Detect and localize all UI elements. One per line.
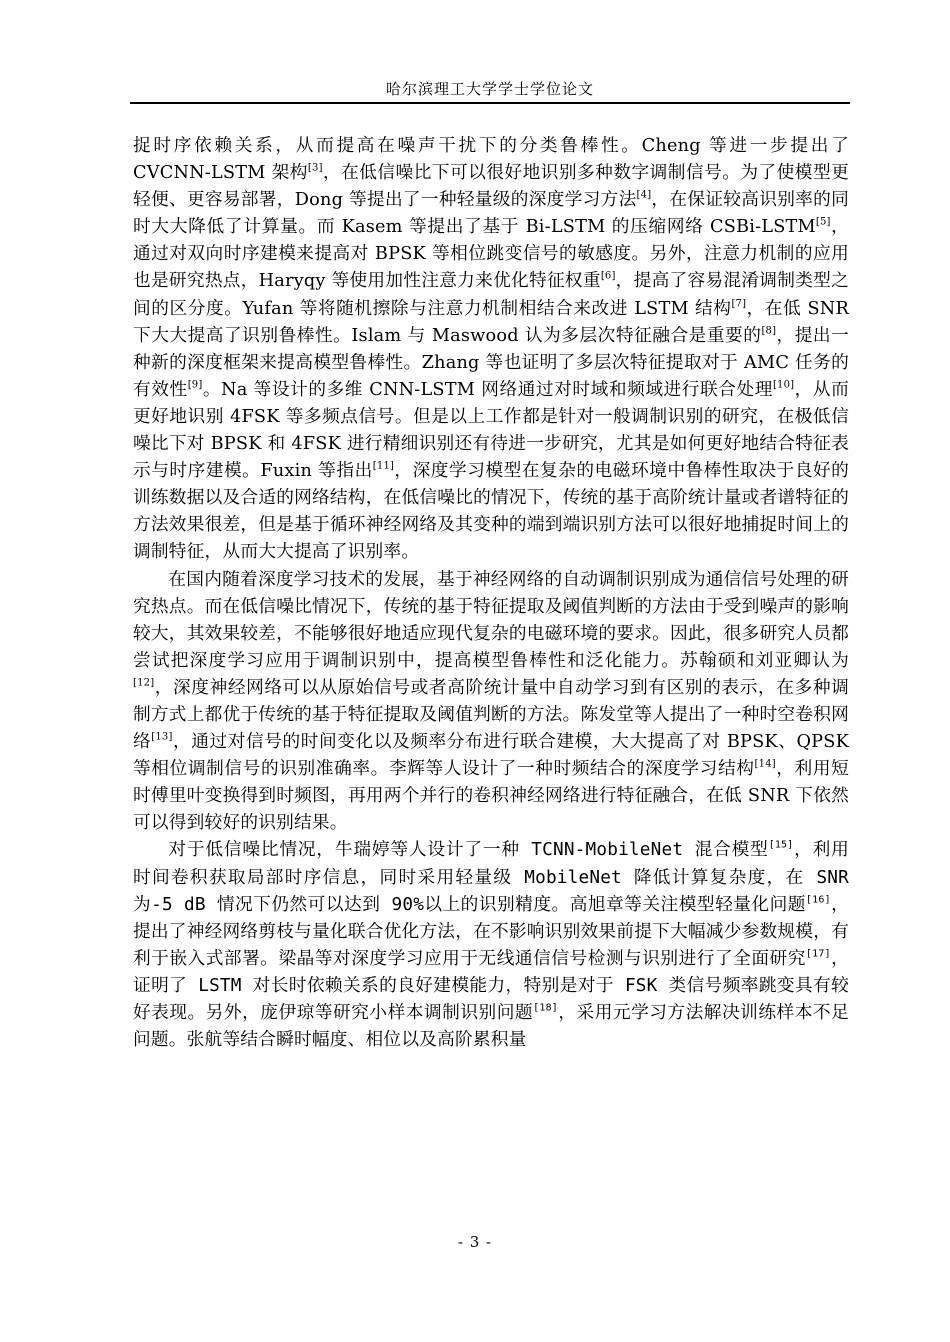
page-header-title: 哈尔滨理工大学学士学位论文 xyxy=(385,80,594,98)
citation-marker: [11] xyxy=(372,460,395,472)
text-run: ，从而更好地识别 4FSK 等多频点信号。但是以上工作都是针对一般调制识别的研究，在极低信噪比下对 BPSK 和 4FSK 进行精细识别还有待进一步研究，尤其是如何更好地结合特征表示与时序建模。Fuxin 等指出 xyxy=(133,379,849,482)
citation-marker: [18] xyxy=(533,1002,559,1014)
text-run: ，提高了容易混淆调制类型之间的区分度。Yufan 等将随机擦除与注意力机制相结合来改进 LSTM 结构 xyxy=(133,271,850,319)
citation-marker: [7] xyxy=(731,298,747,310)
citation-marker: [10] xyxy=(772,379,795,391)
text-run: 。Na 等设计的多维 CNN-LSTM 网络通过对时域和频域进行联合处理 xyxy=(202,379,773,400)
body-paragraph xyxy=(133,567,849,838)
citation-marker: [12] xyxy=(133,677,155,689)
header-rule xyxy=(130,102,850,104)
text-run: ，在保证较高识别率的同时大大降低了计算量。而 Kasem 等提出了基于 Bi-LSTM 的压缩网络 CSBi-LSTM xyxy=(133,190,850,238)
citation-marker: [5] xyxy=(815,216,831,228)
citation-marker: [9] xyxy=(187,379,203,391)
body-text xyxy=(133,133,849,1054)
page-number: - 3 - xyxy=(457,1233,493,1251)
text-run: ，利用时间卷积获取局部时序信息，同时采用轻量级 MobileNet 降低计算复杂度，在 SNR 为-5 dB 情况下仍然可以达到 90%以上的识别精度。高旭章等关注模型轻量化问题 xyxy=(133,840,849,915)
citation-marker: [16] xyxy=(805,894,831,906)
body-paragraph xyxy=(133,133,849,567)
text-run: ，证明了 LSTM 对长时依赖关系的良好建模能力，特别是对于 FSK 类信号频率跳变具有较好表现。另外，庞伊琼等研究小样本调制识别问题 xyxy=(133,948,849,1023)
citation-marker: [6] xyxy=(600,270,616,282)
citation-marker: [4] xyxy=(636,189,652,201)
citation-marker: [15] xyxy=(768,839,794,851)
text-run: ，通过对信号的时间变化以及频率分布进行联合建模，大大提高了对 BPSK、QPSK 等相位调制信号的识别准确率。李辉等人设计了一种时频结合的深度学习结构 xyxy=(133,732,849,780)
text-run: ，通过对双向时序建模来提高对 BPSK 等相位跳变信号的敏感度。另外，注意力机制的应用也是研究热点，Haryqy 等使用加性注意力来优化特征权重 xyxy=(133,217,849,292)
text-run: ，深度学习模型在复杂的电磁环境中鲁棒性取决于良好的训练数据以及合适的网络结构，在低信噪比的情况下，传统的基于高阶统计量或者谱特征的方法效果很差，但是基于循环神经网络及其变种的端到端识别方法可以很好地捕捉时间上的调制特征，从而大大提高了识别率。 xyxy=(133,461,849,563)
text-run: 在国内随着深度学习技术的发展，基于神经网络的自动调制识别成为通信信号处理的研究热点。而在低信噪比情况下，传统的基于特征提取及阈值判断的方法由于受到噪声的影响较大，其效果较差，不能够很好地适应现代复杂的电磁环境的要求。因此，很多研究人员都尝试把深度学习应用于调制识别中，提高模型鲁棒性和泛化能力。苏翰硕和刘亚卿认为 xyxy=(133,569,849,671)
citation-marker: [13] xyxy=(151,731,173,743)
text-run: ，在低信噪比下可以很好地识别多种数字调制信号。为了使模型更轻便、更容易部署，Dong 等提出了一种轻量级的深度学习方法 xyxy=(133,163,849,211)
text-run: 捉时序依赖关系，从而提高在噪声干扰下的分类鲁棒性。Cheng 等进一步提出了 CVCNN-LSTM 架构 xyxy=(133,136,849,184)
text-run: ，在低 SNR 下大大提高了识别鲁棒性。Islam 与 Maswood 认为多层次特征融合是重要的 xyxy=(133,298,849,346)
body-paragraph xyxy=(133,837,849,1054)
text-run: 对于低信噪比情况，牛瑞婷等人设计了一种 TCNN-MobileNet 混合模型 xyxy=(168,840,769,861)
text-run: ，利用短时傅里叶变换得到时频图，再用两个并行的卷积神经网络进行特征融合，在低 SNR 下依然可以得到较好的识别结果。 xyxy=(133,759,849,834)
text-run: ，提出一种新的深度框架来提高模型鲁棒性。Zhang 等也证明了多层次特征提取对于 AMC 任务的有效性 xyxy=(133,325,849,400)
text-run: ，提出了神经网络剪枝与量化联合优化方法，在不影响识别效果前提下大幅减少参数规模，有利于嵌入式部署。梁晶等对深度学习应用于无线通信信号检测与识别进行了全面研究 xyxy=(133,894,849,969)
text-run: ，深度神经网络可以从原始信号或者高阶统计量中自动学习到有区别的表示，在多种调制方式上都优于传统的基于特征提取及阈值判断的方法。陈发堂等人提出了一种时空卷积网络 xyxy=(133,677,849,753)
citation-marker: [17] xyxy=(805,948,831,960)
citation-marker: [8] xyxy=(761,325,777,337)
citation-marker: [3] xyxy=(307,162,323,174)
text-run: ，采用元学习方法解决训练样本不足问题。张航等结合瞬时幅度、相位以及高阶累积量 xyxy=(133,1003,850,1051)
citation-marker: [14] xyxy=(754,758,776,770)
